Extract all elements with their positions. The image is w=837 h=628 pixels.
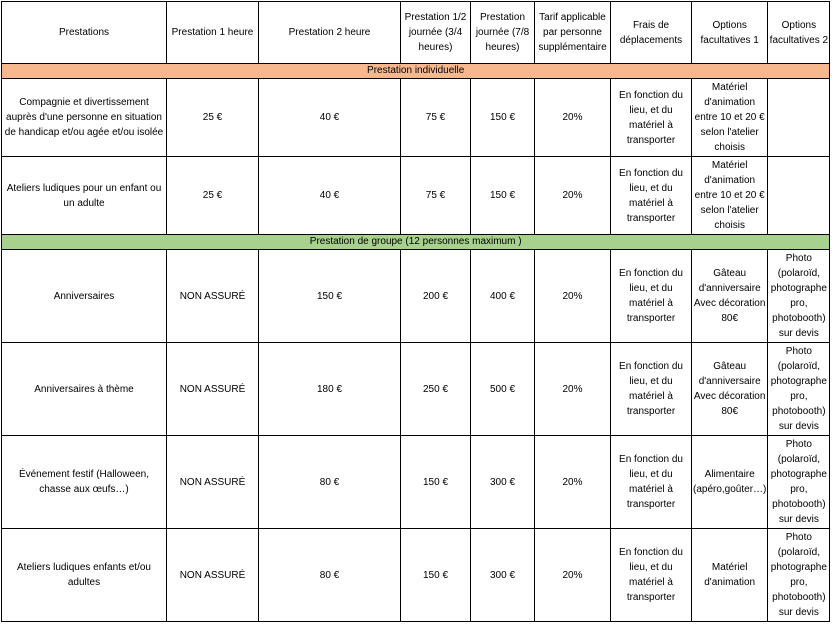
table-row bbox=[2, 529, 830, 622]
section-row-individual bbox=[2, 64, 830, 79]
service-name: Anniversaires bbox=[2, 250, 167, 343]
extra-person-rate: 20% bbox=[535, 436, 611, 529]
price-day: 150 € bbox=[471, 157, 535, 235]
table-row bbox=[2, 343, 830, 436]
price-2h: 180 € bbox=[259, 343, 401, 436]
price-day: 500 € bbox=[471, 343, 535, 436]
price-2h: 40 € bbox=[259, 79, 401, 157]
travel-fees: En fonction du lieu, et du matériel à transporter bbox=[611, 343, 692, 436]
travel-fees: En fonction du lieu, et du matériel à transporter bbox=[611, 529, 692, 622]
extra-person-rate: 20% bbox=[535, 157, 611, 235]
travel-fees: En fonction du lieu, et du matériel à transporter bbox=[611, 250, 692, 343]
option-1: Matériel d'animation bbox=[692, 529, 768, 622]
price-day: 150 € bbox=[471, 79, 535, 157]
price-1h: NON ASSURÉ bbox=[167, 343, 259, 436]
header-cell: Prestations bbox=[2, 2, 167, 64]
header-cell: Prestation 1 heure bbox=[167, 2, 259, 64]
service-name: Ateliers ludiques enfants et/ou adultes bbox=[2, 529, 167, 622]
option-2: Photo (polaroïd, photographe pro, photobooth) sur devis bbox=[768, 343, 830, 436]
option-2: Photo (polaroïd, photographe pro, photobooth) sur devis bbox=[768, 529, 830, 622]
price-1h: 25 € bbox=[167, 157, 259, 235]
option-2: Photo (polaroïd, photographe pro, photobooth) sur devis bbox=[768, 436, 830, 529]
price-2h: 80 € bbox=[259, 436, 401, 529]
header-cell: Options facultatives 2 bbox=[768, 2, 830, 64]
travel-fees: En fonction du lieu, et du matériel à transporter bbox=[611, 157, 692, 235]
header-cell: Tarif applicable par personne supplémentaire bbox=[535, 2, 611, 64]
option-2 bbox=[768, 79, 830, 157]
price-half-day: 150 € bbox=[401, 436, 471, 529]
header-cell: Options facultatives 1 bbox=[692, 2, 768, 64]
header-cell: Prestation 2 heure bbox=[259, 2, 401, 64]
price-half-day: 200 € bbox=[401, 250, 471, 343]
option-1: Matériel d'animation entre 10 et 20 € selon l'atelier choisis bbox=[692, 157, 768, 235]
price-1h: NON ASSURÉ bbox=[167, 529, 259, 622]
pricing-table bbox=[1, 1, 830, 622]
price-1h: 25 € bbox=[167, 79, 259, 157]
option-2 bbox=[768, 157, 830, 235]
option-1: Matériel d'animation entre 10 et 20 € selon l'atelier choisis bbox=[692, 79, 768, 157]
option-2: Photo (polaroïd, photographe pro, photobooth) sur devis bbox=[768, 250, 830, 343]
option-1: Gâteau d'anniversaire Avec décoration 80€ bbox=[692, 250, 768, 343]
price-1h: NON ASSURÉ bbox=[167, 436, 259, 529]
service-name: Compagnie et divertissement auprès d'une personne en situation de handicap et/ou agée et/ou isolée bbox=[2, 79, 167, 157]
price-half-day: 75 € bbox=[401, 157, 471, 235]
travel-fees: En fonction du lieu, et du matériel à transporter bbox=[611, 436, 692, 529]
header-cell: Frais de déplacements bbox=[611, 2, 692, 64]
table-row bbox=[2, 250, 830, 343]
table-row bbox=[2, 79, 830, 157]
service-name: Anniversaires à thème bbox=[2, 343, 167, 436]
price-2h: 40 € bbox=[259, 157, 401, 235]
extra-person-rate: 20% bbox=[535, 79, 611, 157]
header-cell: Prestation journée (7/8 heures) bbox=[471, 2, 535, 64]
section-row-group bbox=[2, 235, 830, 250]
price-day: 300 € bbox=[471, 529, 535, 622]
service-name: Ateliers ludiques pour un enfant ou un adulte bbox=[2, 157, 167, 235]
price-half-day: 75 € bbox=[401, 79, 471, 157]
price-2h: 150 € bbox=[259, 250, 401, 343]
price-day: 300 € bbox=[471, 436, 535, 529]
option-1: Alimentaire (apéro,goûter…) bbox=[692, 436, 768, 529]
price-half-day: 250 € bbox=[401, 343, 471, 436]
extra-person-rate: 20% bbox=[535, 529, 611, 622]
option-1: Gâteau d'anniversaire Avec décoration 80€ bbox=[692, 343, 768, 436]
price-day: 400 € bbox=[471, 250, 535, 343]
table-row bbox=[2, 157, 830, 235]
table-row bbox=[2, 436, 830, 529]
section-title: Prestation de groupe (12 personnes maximum ) bbox=[2, 235, 830, 250]
travel-fees: En fonction du lieu, et du matériel à transporter bbox=[611, 79, 692, 157]
header-row bbox=[2, 2, 830, 64]
section-title: Prestation individuelle bbox=[2, 64, 830, 79]
price-1h: NON ASSURÉ bbox=[167, 250, 259, 343]
service-name: Événement festif (Halloween, chasse aux œufs…) bbox=[2, 436, 167, 529]
price-half-day: 150 € bbox=[401, 529, 471, 622]
header-cell: Prestation 1/2 journée (3/4 heures) bbox=[401, 2, 471, 64]
extra-person-rate: 20% bbox=[535, 343, 611, 436]
extra-person-rate: 20% bbox=[535, 250, 611, 343]
price-2h: 80 € bbox=[259, 529, 401, 622]
